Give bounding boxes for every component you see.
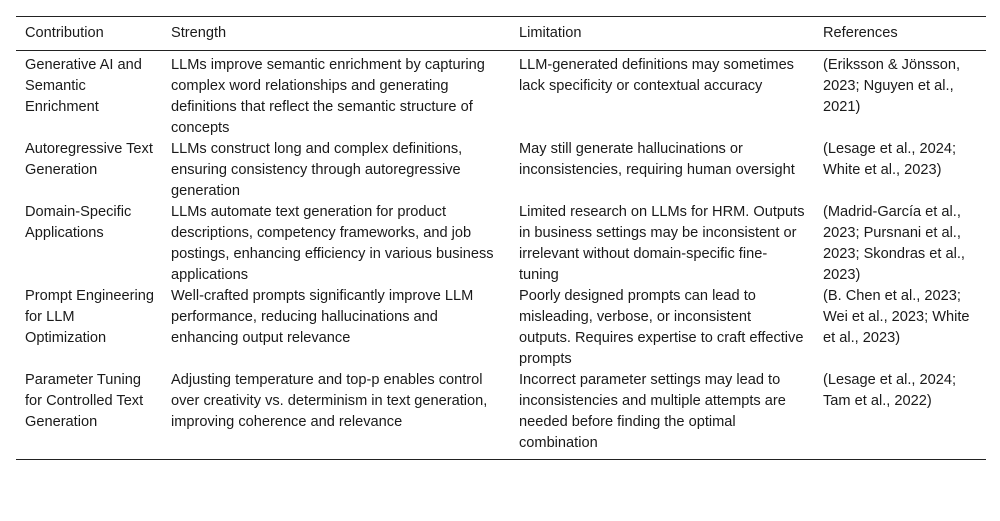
cell-references: (Madrid-García et al., 2023; Pursnani et al., 2023; Skondras et al., 2023) xyxy=(823,204,965,283)
header-limitation: Limitation xyxy=(519,25,582,41)
cell-limitation: Poorly designed prompts can lead to misleading, verbose, or inconsistent outputs. Requires expertise to craft effective prompts xyxy=(519,288,804,367)
cell-strength: Well-crafted prompts significantly improve LLM performance, reducing hallucinations and enhancing output relevance xyxy=(171,288,474,346)
cell-contribution: Autoregressive Text Generation xyxy=(25,141,153,178)
cell-limitation: Incorrect parameter settings may lead to inconsistencies and multiple attempts are needed before finding the optimal combination xyxy=(519,372,786,451)
cell-references: (Lesage et al., 2024; White et al., 2023) xyxy=(823,141,957,178)
cell-limitation: Limited research on LLMs for HRM. Outputs in business settings may be inconsistent or irrelevant without domain-specific fine-tuning xyxy=(519,204,805,283)
table-container xyxy=(16,16,986,460)
table-row xyxy=(16,202,986,286)
table-body xyxy=(16,51,986,460)
table-row xyxy=(16,139,986,202)
cell-contribution: Generative AI and Semantic Enrichment xyxy=(25,57,142,115)
cell-limitation: May still generate hallucinations or inconsistencies, requiring human oversight xyxy=(519,141,795,178)
cell-strength: LLMs improve semantic enrichment by capturing complex word relationships and generating definitions that reflect the semantic structure of concepts xyxy=(171,57,485,136)
contributions-table xyxy=(16,16,986,460)
cell-contribution: Parameter Tuning for Controlled Text Generation xyxy=(25,372,144,430)
cell-limitation: LLM-generated definitions may sometimes lack specificity or contextual accuracy xyxy=(519,57,794,94)
cell-references: (Lesage et al., 2024; Tam et al., 2022) xyxy=(823,372,957,409)
cell-contribution: Domain-Specific Applications xyxy=(25,204,132,241)
table-row xyxy=(16,370,986,460)
cell-strength: Adjusting temperature and top-p enables control over creativity vs. determinism in text generation, improving coherence and relevance xyxy=(171,372,488,430)
header-contribution: Contribution xyxy=(25,25,104,41)
table-row xyxy=(16,286,986,370)
table-row xyxy=(16,51,986,140)
cell-strength: LLMs automate text generation for product descriptions, competency frameworks, and job postings, enhancing efficiency in various business applications xyxy=(171,204,494,283)
cell-references: (B. Chen et al., 2023; Wei et al., 2023; White et al., 2023) xyxy=(823,288,970,346)
cell-strength: LLMs construct long and complex definitions, ensuring consistency through autoregressive generation xyxy=(171,141,463,199)
table-header xyxy=(16,17,986,51)
header-references: References xyxy=(823,25,898,41)
header-row xyxy=(16,17,986,51)
header-strength: Strength xyxy=(171,25,227,41)
cell-references: (Eriksson & Jönsson, 2023; Nguyen et al., 2021) xyxy=(823,57,961,115)
cell-contribution: Prompt Engineering for LLM Optimization xyxy=(25,288,154,346)
